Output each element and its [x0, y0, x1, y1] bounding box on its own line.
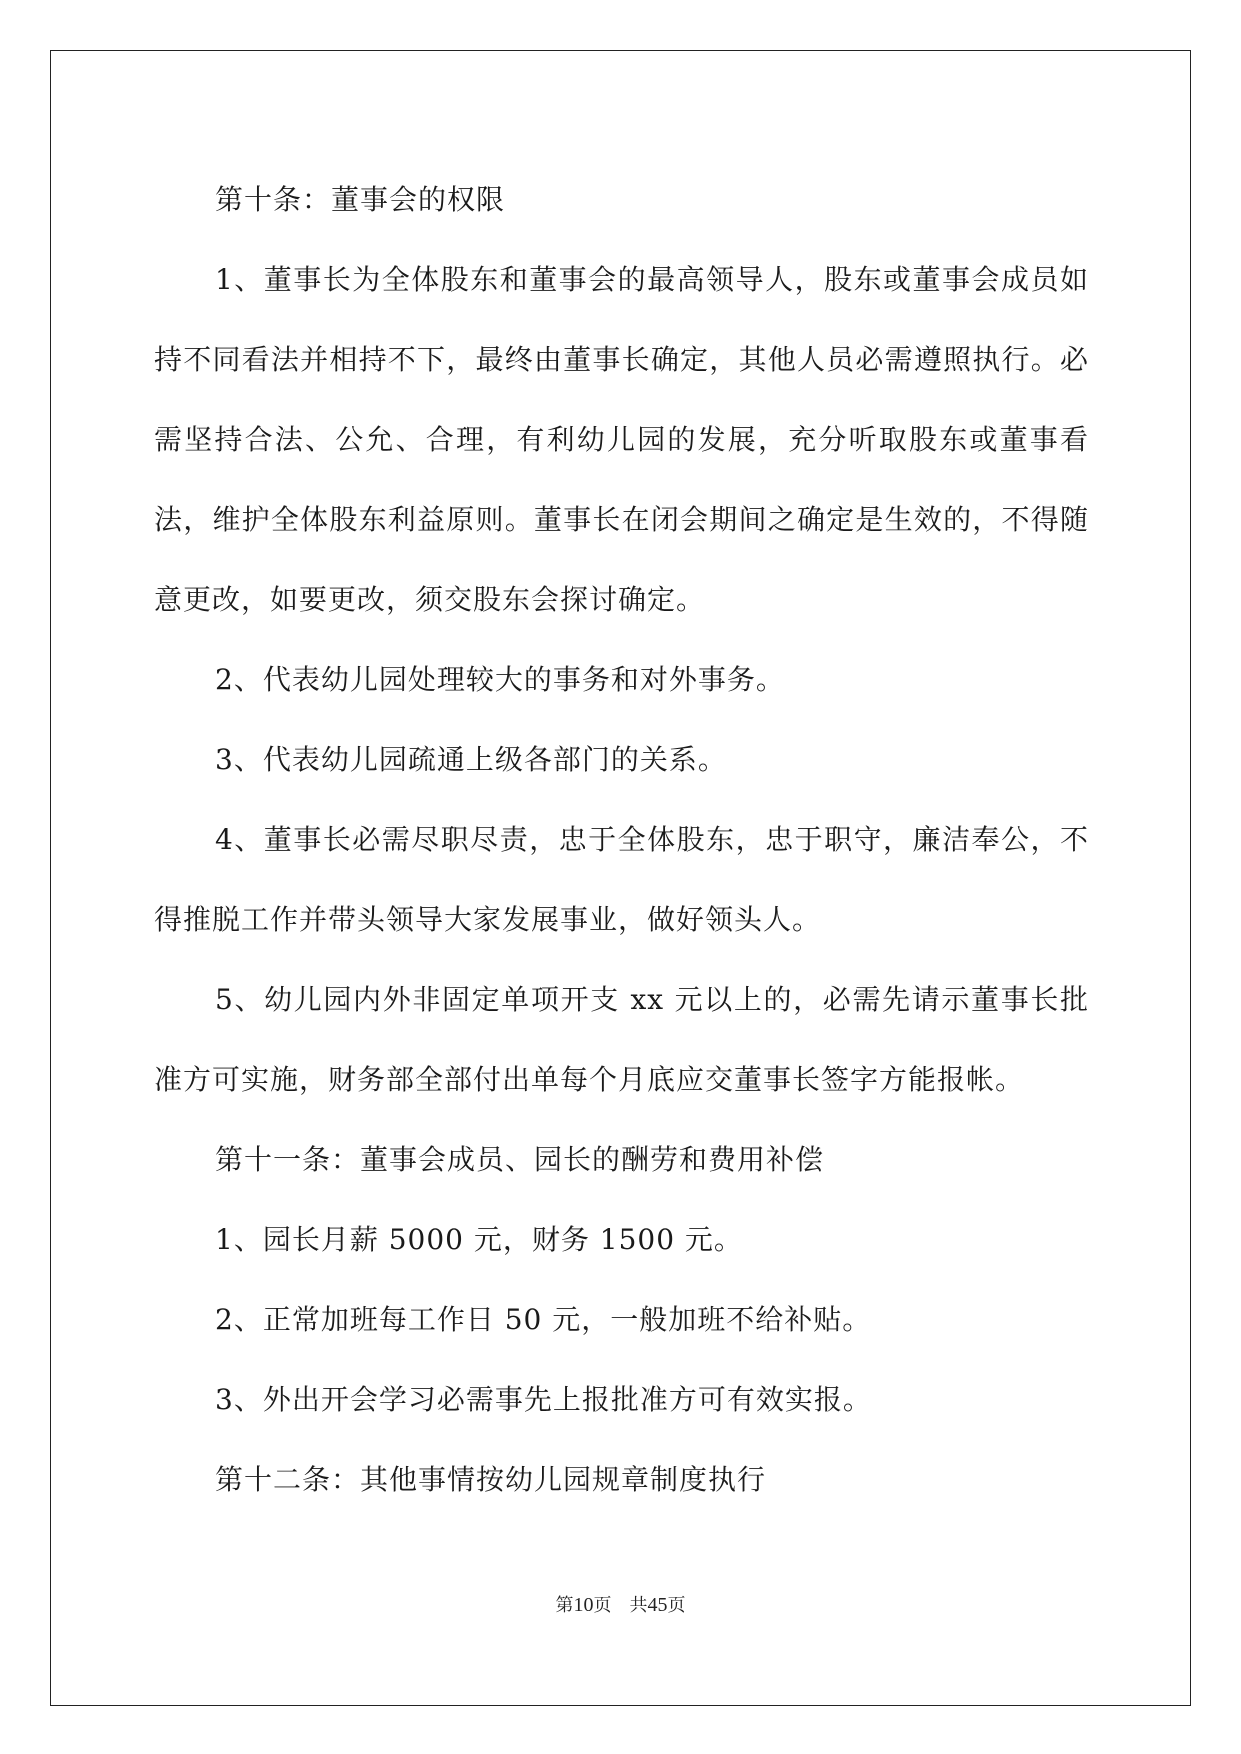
total-suffix: 页 [667, 1595, 686, 1616]
paragraph-item-1: 1、董事长为全体股东和董事会的最高领导人，股东或董事会成员如持不同看法并相持不下，最终由董事长确定，其他人员必需遵照执行。必需坚持合法、公允、合理，有利幼儿园的发展，充分听取股东或董事看法，维护全体股东利益原则。董事长在闭会期间之确定是生效的，不得随意更改，如要更改，须交股东会探讨确定。 [154, 263, 1089, 616]
section-heading-article-10: 第十条：董事会的权限 [215, 183, 506, 216]
paragraph-overtime: 2、正常加班每工作日 50 元，一般加班不给补贴。 [215, 1303, 872, 1336]
page-suffix: 页 [593, 1595, 612, 1616]
paragraph-item-3: 3、代表幼儿园疏通上级各部门的关系。 [215, 743, 727, 776]
total-prefix: 共 [629, 1595, 648, 1616]
section-heading-article-12: 第十二条：其他事情按幼儿园规章制度执行 [215, 1463, 767, 1496]
document-body [154, 160, 1089, 1520]
paragraph-item-5: 5、幼儿园内外非固定单项开支 xx 元以上的，必需先请示董事长批准方可实施，财务部全部付出单每个月底应交董事长签字方能报帐。 [154, 983, 1089, 1096]
paragraph-item-4: 4、董事长必需尽职尽责，忠于全体股东，忠于职守，廉洁奉公，不得推脱工作并带头领导大家发展事业，做好领头人。 [154, 823, 1089, 936]
paragraph-salary: 1、园长月薪 5000 元，财务 1500 元。 [215, 1223, 743, 1256]
paragraph-meeting-expense: 3、外出开会学习必需事先上报批准方可有效实报。 [215, 1383, 872, 1416]
page-prefix: 第 [555, 1595, 574, 1616]
section-heading-article-11: 第十一条：董事会成员、园长的酬劳和费用补偿 [215, 1143, 825, 1176]
paragraph-item-2: 2、代表幼儿园处理较大的事务和对外事务。 [215, 663, 785, 696]
current-page-number: 10 [573, 1594, 594, 1616]
page-footer [0, 1590, 1241, 1621]
total-page-count: 45 [647, 1594, 668, 1616]
